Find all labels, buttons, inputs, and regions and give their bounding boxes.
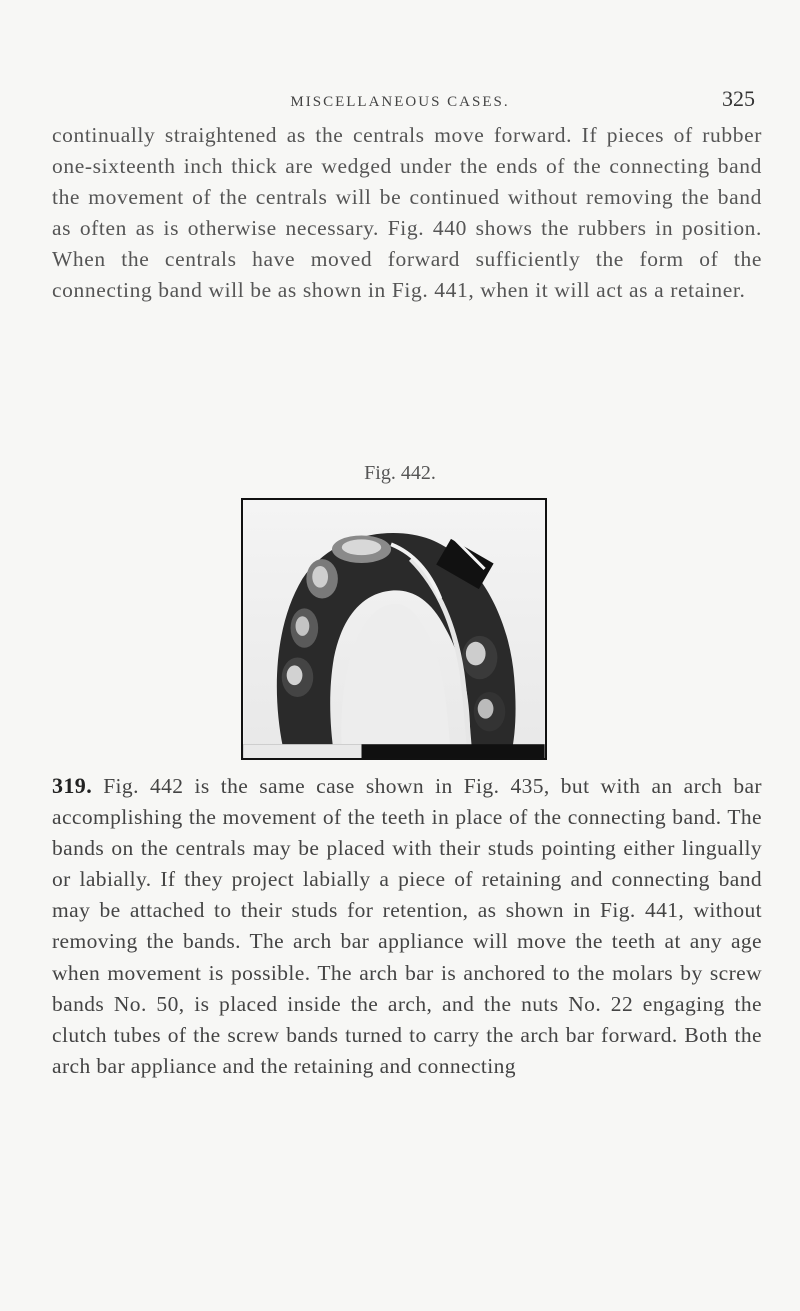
dental-arch-photo-image (243, 500, 545, 758)
running-head: MISCELLANEOUS CASES. (290, 94, 510, 110)
section-number: 319. (52, 773, 93, 798)
page-number: 325 (722, 86, 755, 111)
figure-caption: Fig. 442. (364, 462, 436, 484)
body-paragraph-1: continually straightened as the centrals move forward. If pieces of rubber one-sixteenth inch thick are wedged under the ends of the connecting band the movement of the centrals will be continued without removing the band as often as is otherwise necessary. Fig. 440 shows the rubbers in position. When the centrals have moved forward sufficiently the form of the connecting band will be as shown in Fig. 441, when it will act as a retainer. (52, 123, 762, 302)
dental-arch-photo (241, 498, 547, 760)
body-paragraph-2 (52, 770, 762, 1082)
body-paragraph-2-text: Fig. 442 is the same case shown in Fig. 435, but with an arch bar accomplishing the movement of the teeth in place of the connecting band. The bands on the centrals may be placed with their studs pointing either lingually or labially. If they project labially a piece of retaining and connecting band may be attached to their studs for retention, as shown in Fig. 441, without removing the bands. The arch bar appliance will move the teeth at any age when movement is possible. The arch bar is anchored to the molars by screw bands No. 50, is placed inside the arch, and the nuts No. 22 engaging the clutch tubes of the screw bands turned to carry the arch bar forward. Both the arch bar appliance and the retaining and connecting (52, 774, 762, 1078)
